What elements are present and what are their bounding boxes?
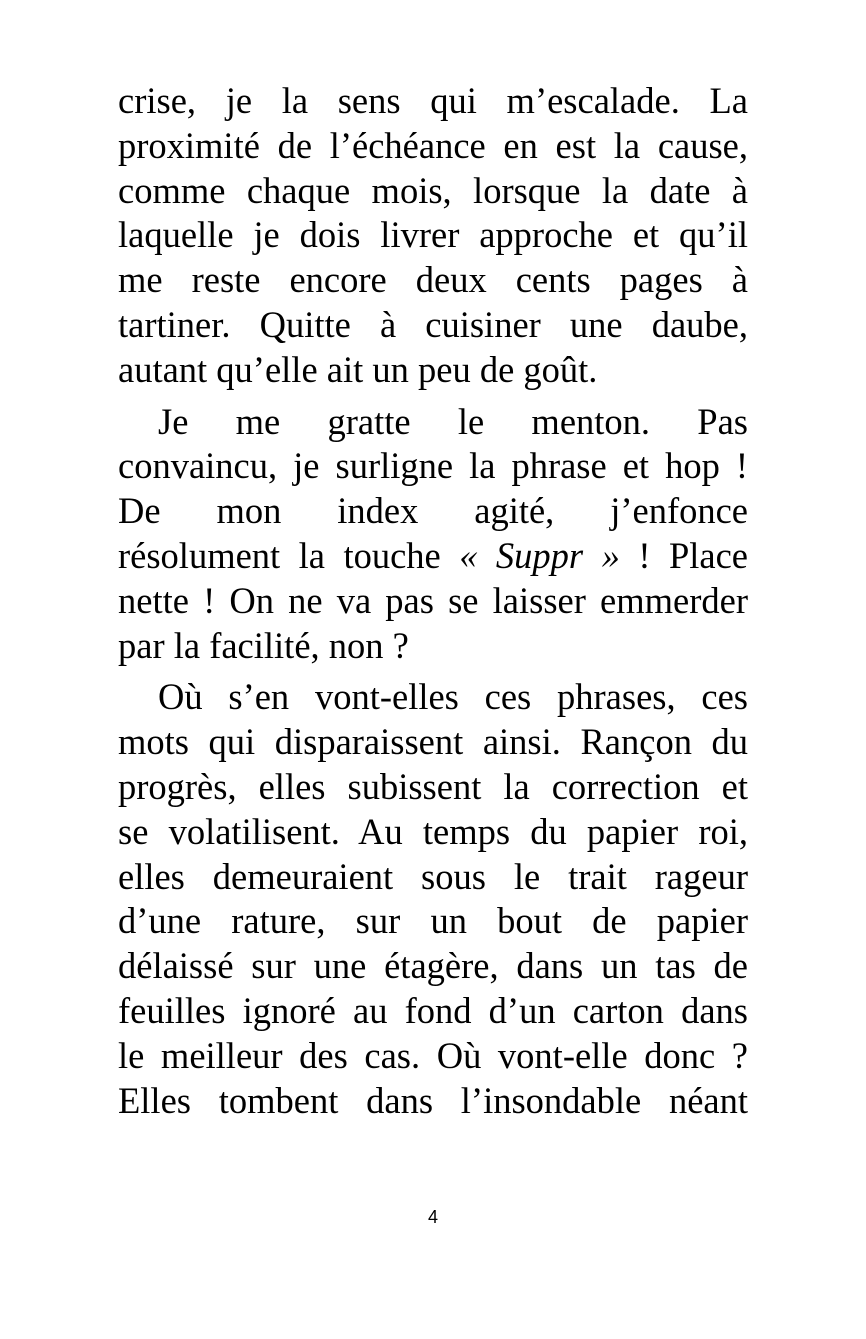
text-line: De mon index agité, j’enfonce: [118, 490, 748, 532]
text-line: délaissé sur une étagère, dans un tas de: [118, 945, 748, 987]
text-line: laquelle je dois livrer approche et qu’il: [118, 214, 748, 256]
text-line: d’une rature, sur un bout de papier: [118, 900, 748, 942]
text-line: Où s’en vont-elles ces phrases, ces: [158, 676, 748, 718]
text-run: résolument la touche: [118, 534, 460, 576]
page-number: 4: [427, 1207, 438, 1227]
text-line: progrès, elles subissent la correction et: [118, 765, 748, 807]
page-body: [118, 79, 748, 1123]
paragraph-spacing: [118, 393, 748, 400]
text-line: le meilleur des cas. Où vont-elle donc ?: [118, 1034, 748, 1076]
text-line: feuilles ignoré au fond d’un carton dans: [118, 989, 748, 1031]
text-line: Je me gratte le menton. Pas: [158, 400, 748, 442]
text-line: convaincu, je surligne la phrase et hop !: [118, 445, 748, 487]
key-name-italic: « Suppr »: [459, 534, 620, 576]
paragraph: [118, 675, 748, 1123]
text-line: crise, je la sens qui m’escalade. La: [118, 80, 748, 121]
text-line: se volatilisent. Au temps du papier roi,: [118, 810, 748, 852]
text-line: me reste encore deux cents pages à: [118, 259, 748, 301]
paragraph: [118, 400, 748, 669]
text-line: mots qui disparaissent ainsi. Rançon du: [118, 721, 748, 763]
text-line: autant qu’elle ait un peu de goût.: [118, 348, 598, 390]
text-line: comme chaque mois, lorsque la date à: [118, 169, 748, 211]
text-line: proximité de l’échéance en est la cause,: [118, 124, 748, 166]
text-run: ! Place: [619, 534, 748, 576]
text-line: nette ! On ne va pas se laisser emmerder: [118, 579, 748, 621]
text-line: Elles tombent dans l’insondable néant: [118, 1079, 748, 1121]
text-line: tartiner. Quitte à cuisiner une daube,: [118, 303, 748, 345]
paragraph-spacing: [118, 668, 748, 675]
text-line: [118, 534, 748, 579]
paragraph: [118, 79, 748, 393]
text-line: elles demeuraient sous le trait rageur: [118, 855, 748, 897]
text-line: par la facilité, non ?: [118, 624, 409, 666]
